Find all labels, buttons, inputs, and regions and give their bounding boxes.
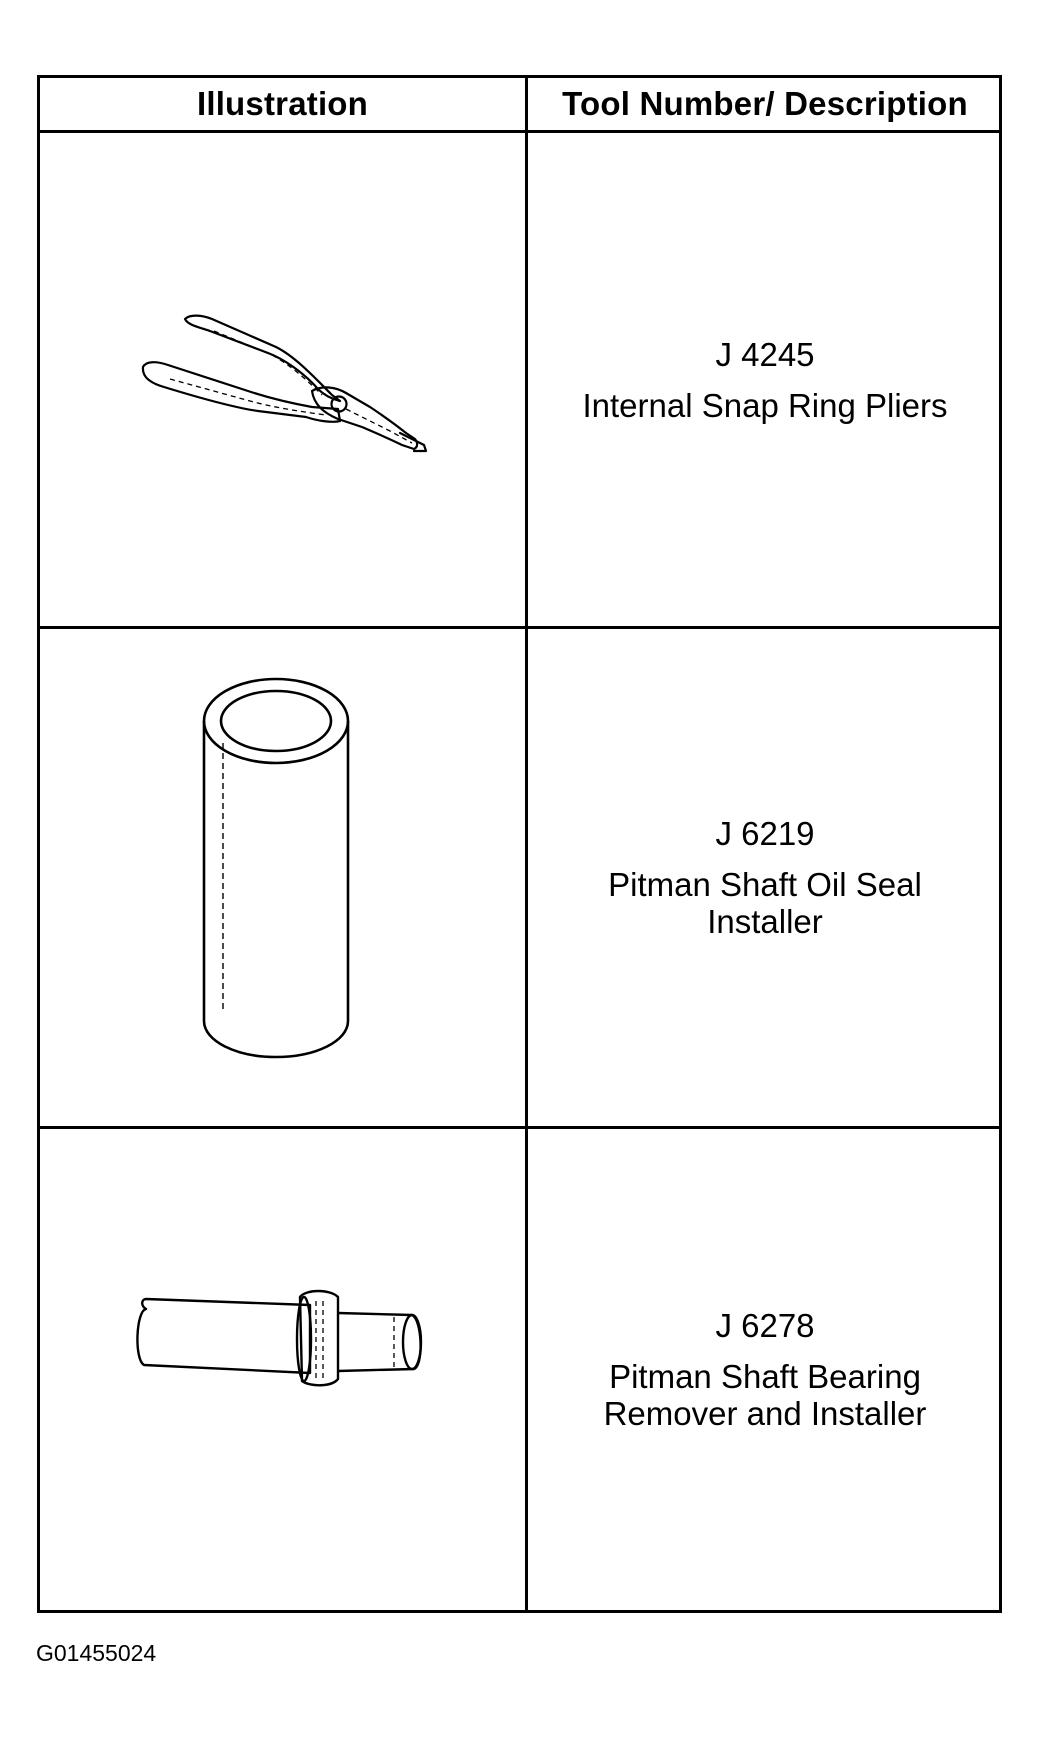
header-illustration: Illustration	[196, 85, 369, 122]
description-cell	[528, 629, 1002, 1126]
illustration-cell	[40, 1129, 525, 1610]
header-tool-description: Tool Number/ Description	[562, 85, 968, 122]
table-row	[40, 133, 999, 629]
table-header-row	[40, 78, 999, 133]
figure-id: G01455024	[36, 1640, 157, 1666]
tool-number: J 4245	[715, 335, 815, 373]
tool-description: Pitman Shaft Oil Seal Installer	[608, 866, 922, 940]
tool-table	[37, 75, 1002, 1613]
snap-ring-pliers-icon	[40, 133, 525, 629]
table-row	[40, 1129, 999, 1610]
tool-description: Internal Snap Ring Pliers	[582, 386, 948, 424]
table-row	[40, 629, 999, 1129]
description-cell	[528, 1129, 1002, 1610]
illustration-cell	[40, 133, 525, 626]
bearing-remover-installer-icon	[40, 1129, 525, 1610]
oil-seal-installer-icon	[40, 629, 525, 1129]
tool-description: Pitman Shaft Bearing Remover and Installer	[603, 1358, 927, 1432]
illustration-cell	[40, 629, 525, 1126]
description-cell	[528, 133, 1002, 626]
tool-number: J 6278	[715, 1307, 815, 1344]
tool-number: J 6219	[715, 815, 815, 852]
